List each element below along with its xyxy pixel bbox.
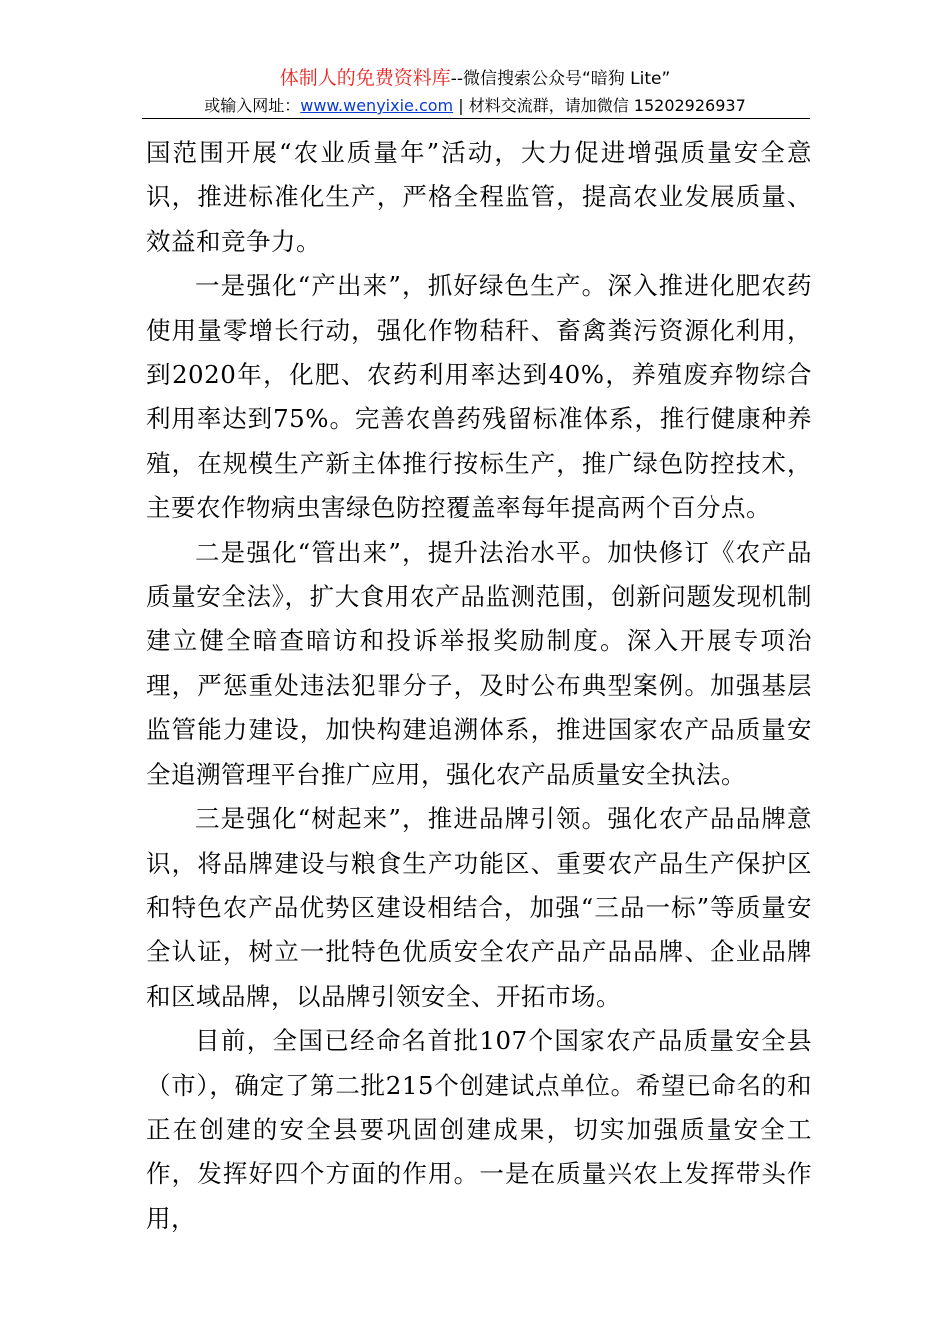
paragraph-branding: 三是强化“树起来”，推进品牌引领。强化农产品品牌意识，将品牌建设与粮食生产功能区、重要农产品生产保护区和特色农产品优势区建设相结合，加强“三品一标”等质量安全认证，树立一批特色优质安全农产品产品品牌、企业品牌和区域品牌，以品牌引领安全、开拓市场。	[146, 804, 812, 1011]
paragraph-green-production: 一是强化“产出来”，抓好绿色生产。深入推进化肥农药使用量零增长行动，强化作物秸秆、畜禽粪污资源化利用，到2020年，化肥、农药利用率达到40%，养殖废弃物综合利用率达到75%。完善农兽药残留标准体系，推行健康种养殖，在规模生产新主体推行按标生产，推广绿色防控技术，主要农作物病虫害绿色防控覆盖率每年提高两个百分点。	[146, 271, 812, 523]
paragraph-regulation: 二是强化“管出来”，提升法治水平。加快修订《农产品质量安全法》，扩大食用农产品监测范围，创新问题发现机制建立健全暗查暗访和投诉举报奖励制度。深入开展专项治理，严惩重处违法犯罪分子，及时公布典型案例。加强基层监管能力建设，加快构建追溯体系，推进国家农产品质量安全追溯管理平台推广应用，强化农产品质量安全执法。	[146, 537, 812, 789]
header-subtitle: --微信搜索公众号“暗狗 Lite”	[450, 69, 671, 89]
wechat-contact: 材料交流群，请加微信 15202926937	[468, 96, 746, 115]
header-title: 体制人的免费资料库	[279, 67, 451, 89]
header-contact-line	[0, 95, 950, 117]
header-separator: |	[453, 96, 469, 115]
paragraph-safety-counties: 目前，全国已经命名首批107个国家农产品质量安全县（市），确定了第二批215个创建试点单位。希望已命名的和正在创建的安全县要巩固创建成果，切实加强质量安全工作，发挥好四个方面的作用。一是在质量兴农上发挥带头作用，	[146, 1026, 812, 1233]
url-prefix: 或输入网址：	[204, 96, 301, 115]
paragraph-continued: 国范围开展“农业质量年”活动，大力促进增强质量安全意识，推进标准化生产，严格全程监管，提高农业发展质量、效益和竞争力。	[146, 138, 812, 256]
document-body	[146, 131, 812, 1241]
header-divider	[142, 118, 810, 119]
header-banner	[0, 66, 950, 91]
page-header	[0, 66, 950, 117]
website-link[interactable]: www.wenyixie.com	[300, 96, 454, 115]
